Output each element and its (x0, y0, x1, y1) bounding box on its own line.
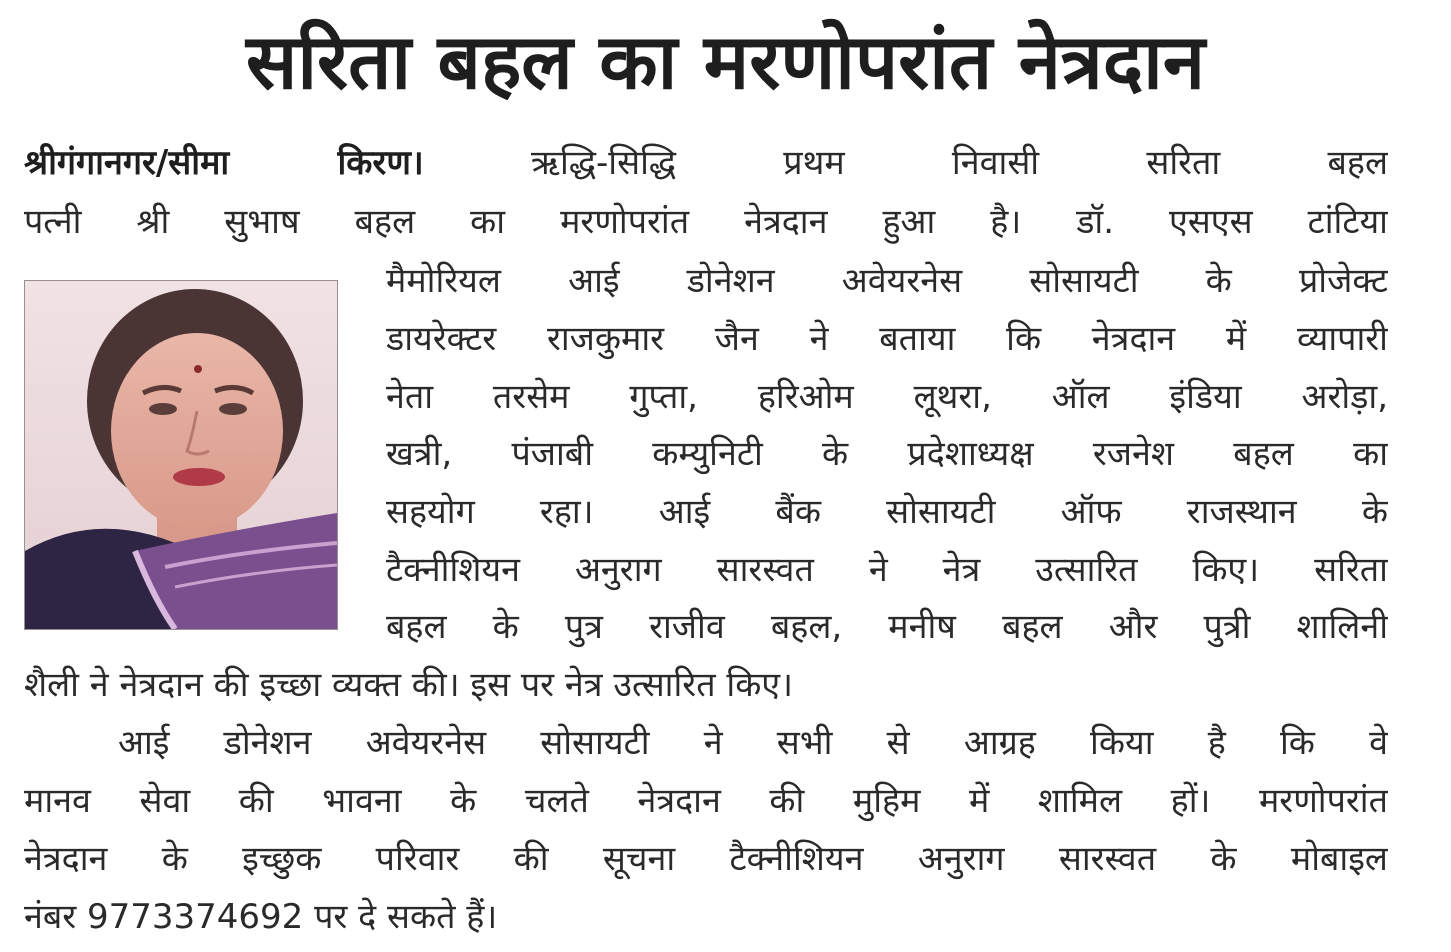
article-line: मानव सेवा की भावना के चलते नेत्रदान की मुहिम में शामिल हों। मरणोपरांत (24, 781, 1388, 821)
article-line (24, 138, 1388, 188)
article-line: पत्नी श्री सुभाष बहल का मरणोपरांत नेत्रदान हुआ है। डॉ. एसएस टांटिया (24, 202, 1388, 242)
article-line: नंबर 9773374692 पर दे सकते हैं। (24, 897, 498, 937)
article-line: नेता तरसेम गुप्ता, हरिओम लूथरा, ऑल इंडिया अरोड़ा, (386, 377, 1388, 417)
article-headline: सरिता बहल का मरणोपरांत नेत्रदान (245, 17, 1206, 106)
article-line: टैक्नीशियन अनुराग सारस्वत ने नेत्र उत्सारित किए। सरिता (386, 550, 1388, 590)
article-line: बहल के पुत्र राजीव बहल, मनीष बहल और पुत्री शालिनी (386, 607, 1388, 647)
article-dateline: श्रीगंगानगर/सीमा किरण। (24, 143, 424, 183)
article-line: आई डोनेशन अवेयरनेस सोसायटी ने सभी से आग्रह किया है कि वे (118, 723, 1388, 763)
article-line: डायरेक्टर राजकुमार जैन ने बताया कि नेत्रदान में व्यापारी (386, 319, 1388, 359)
article-line: खत्री, पंजाबी कम्युनिटी के प्रदेशाध्यक्ष रजनेश बहल का (386, 434, 1388, 474)
portrait-photo (24, 280, 338, 630)
article-line: मैमोरियल आई डोनेशन अवेयरनेस सोसायटी के प्रोजेक्ट (386, 261, 1388, 301)
article-line-text: ऋद्धि-सिद्धि प्रथम निवासी सरिता बहल (531, 143, 1388, 183)
article-line: सहयोग रहा। आई बैंक सोसायटी ऑफ राजस्थान के (386, 492, 1388, 532)
article-line: शैली ने नेत्रदान की इच्छा व्यक्त की। इस पर नेत्र उत्सारित किए। (24, 665, 793, 705)
article-line: नेत्रदान के इच्छुक परिवार की सूचना टैक्नीशियन अनुराग सारस्वत के मोबाइल (24, 839, 1388, 879)
